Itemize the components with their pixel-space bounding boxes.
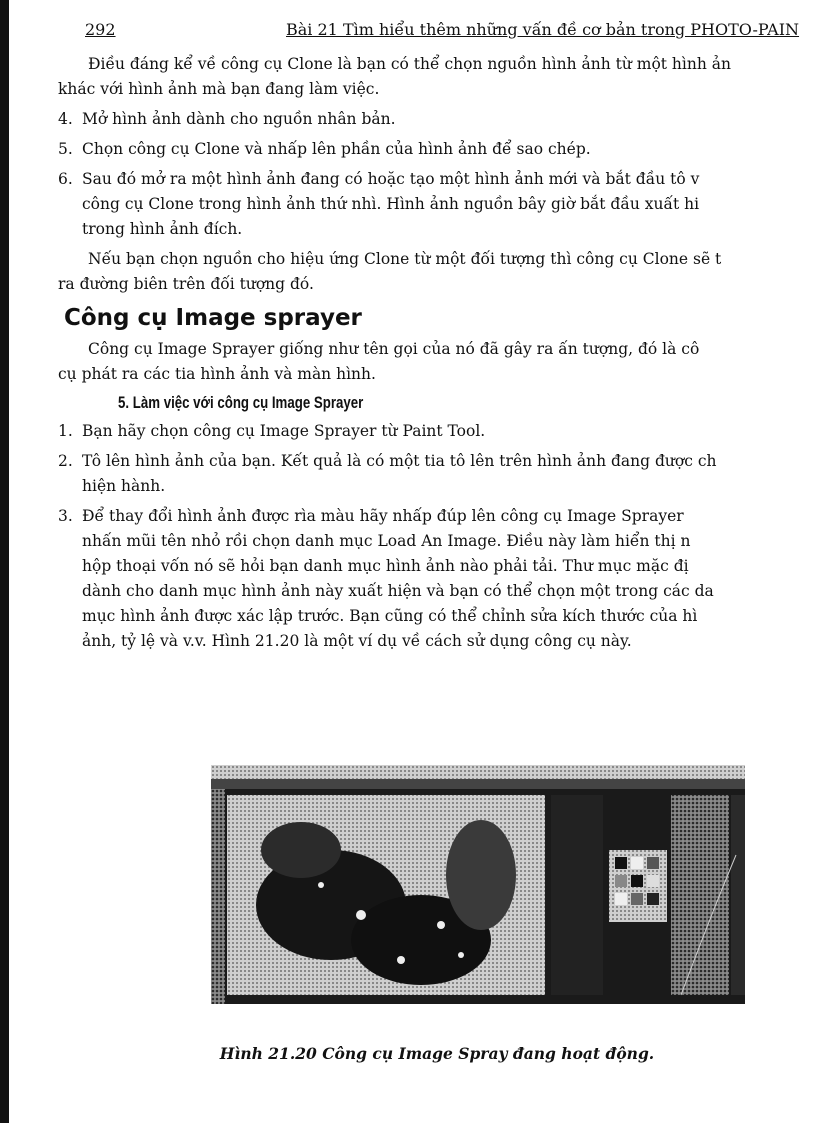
- step-line: mục hình ảnh được xác lập trước. Bạn cũng có thể chỉnh sửa kích thước của hì: [82, 607, 698, 625]
- clone-step-5: [58, 137, 816, 162]
- sprayer-intro-line: Công cụ Image Sprayer giống như tên gọi của nó đã gây ra ấn tượng, đó là cô: [88, 340, 700, 358]
- step-line: trong hình ảnh đích.: [82, 220, 243, 238]
- photo-paint-screenshot-image: [211, 765, 745, 1004]
- scan-left-edge: [0, 0, 9, 1123]
- step-line: Bạn hãy chọn công cụ Image Sprayer từ Paint Tool.: [82, 422, 486, 440]
- step-line: Chọn công cụ Clone và nhấp lên phần của hình ảnh để sao chép.: [82, 140, 591, 158]
- step-line: Mở hình ảnh dành cho nguồn nhân bản.: [82, 110, 396, 128]
- section-heading: Công cụ Image sprayer: [64, 305, 362, 331]
- body-text: [58, 52, 816, 654]
- step-line: dành cho danh mục hình ảnh này xuất hiện và bạn có thể chọn một trong các da: [82, 582, 714, 600]
- step-number: 1.: [58, 422, 73, 440]
- step-line: Sau đó mở ra một hình ảnh đang có hoặc tạo một hình ảnh mới và bắt đầu tô v: [82, 170, 700, 188]
- book-page: [58, 0, 816, 1123]
- clone-intro-line: Điều đáng kể về công cụ Clone là bạn có thể chọn nguồn hình ảnh từ một hình ản: [88, 55, 731, 73]
- clone-step-6: [58, 167, 816, 242]
- step-line: Tô lên hình ảnh của bạn. Kết quả là có một tia tô lên trên hình ảnh đang được ch: [82, 452, 717, 470]
- step-number: 5.: [58, 140, 73, 158]
- clone-intro-line: khác với hình ảnh mà bạn đang làm việc.: [58, 80, 380, 98]
- page-header: [58, 20, 816, 42]
- step-line: công cụ Clone trong hình ảnh thứ nhì. Hình ảnh nguồn bây giờ bắt đầu xuất hi: [82, 195, 700, 213]
- step-line: Để thay đổi hình ảnh được rìa màu hãy nhấp đúp lên công cụ Image Sprayer: [82, 507, 684, 525]
- step-line: hiện hành.: [82, 477, 166, 495]
- sprayer-intro-line: cụ phát ra các tia hình ảnh và màn hình.: [58, 365, 376, 383]
- step-line: ảnh, tỷ lệ và v.v. Hình 21.20 là một ví dụ về cách sử dụng công cụ này.: [82, 632, 632, 650]
- sprayer-step-1: [58, 419, 816, 444]
- figure-caption: Hình 21.20 Công cụ Image Spray đang hoạt động.: [219, 1044, 655, 1063]
- page-number: 292: [85, 20, 116, 39]
- step-number: 3.: [58, 507, 73, 525]
- step-line: hộp thoại vốn nó sẽ hỏi bạn danh mục hình ảnh nào phải tải. Thư mục mặc đị: [82, 557, 689, 575]
- clone-step-4: [58, 107, 816, 132]
- step-line: nhấn mũi tên nhỏ rồi chọn danh mục Load An Image. Điều này làm hiển thị n: [82, 532, 691, 550]
- step-number: 4.: [58, 110, 73, 128]
- sprayer-step-2: [58, 449, 816, 499]
- step-number: 2.: [58, 452, 73, 470]
- figure-screenshot: [211, 765, 745, 1004]
- clone-outro-line: Nếu bạn chọn nguồn cho hiệu ứng Clone từ một đối tượng thì công cụ Clone sẽ t: [88, 250, 722, 268]
- sub-heading: 5. Làm việc với công cụ Image Sprayer: [118, 393, 364, 412]
- clone-outro-line: ra đường biên trên đối tượng đó.: [58, 275, 314, 293]
- sprayer-step-3: [58, 504, 816, 654]
- step-number: 6.: [58, 170, 73, 188]
- running-title: Bài 21 Tìm hiểu thêm những vấn đề cơ bản trong PHOTO-PAIN: [286, 20, 800, 39]
